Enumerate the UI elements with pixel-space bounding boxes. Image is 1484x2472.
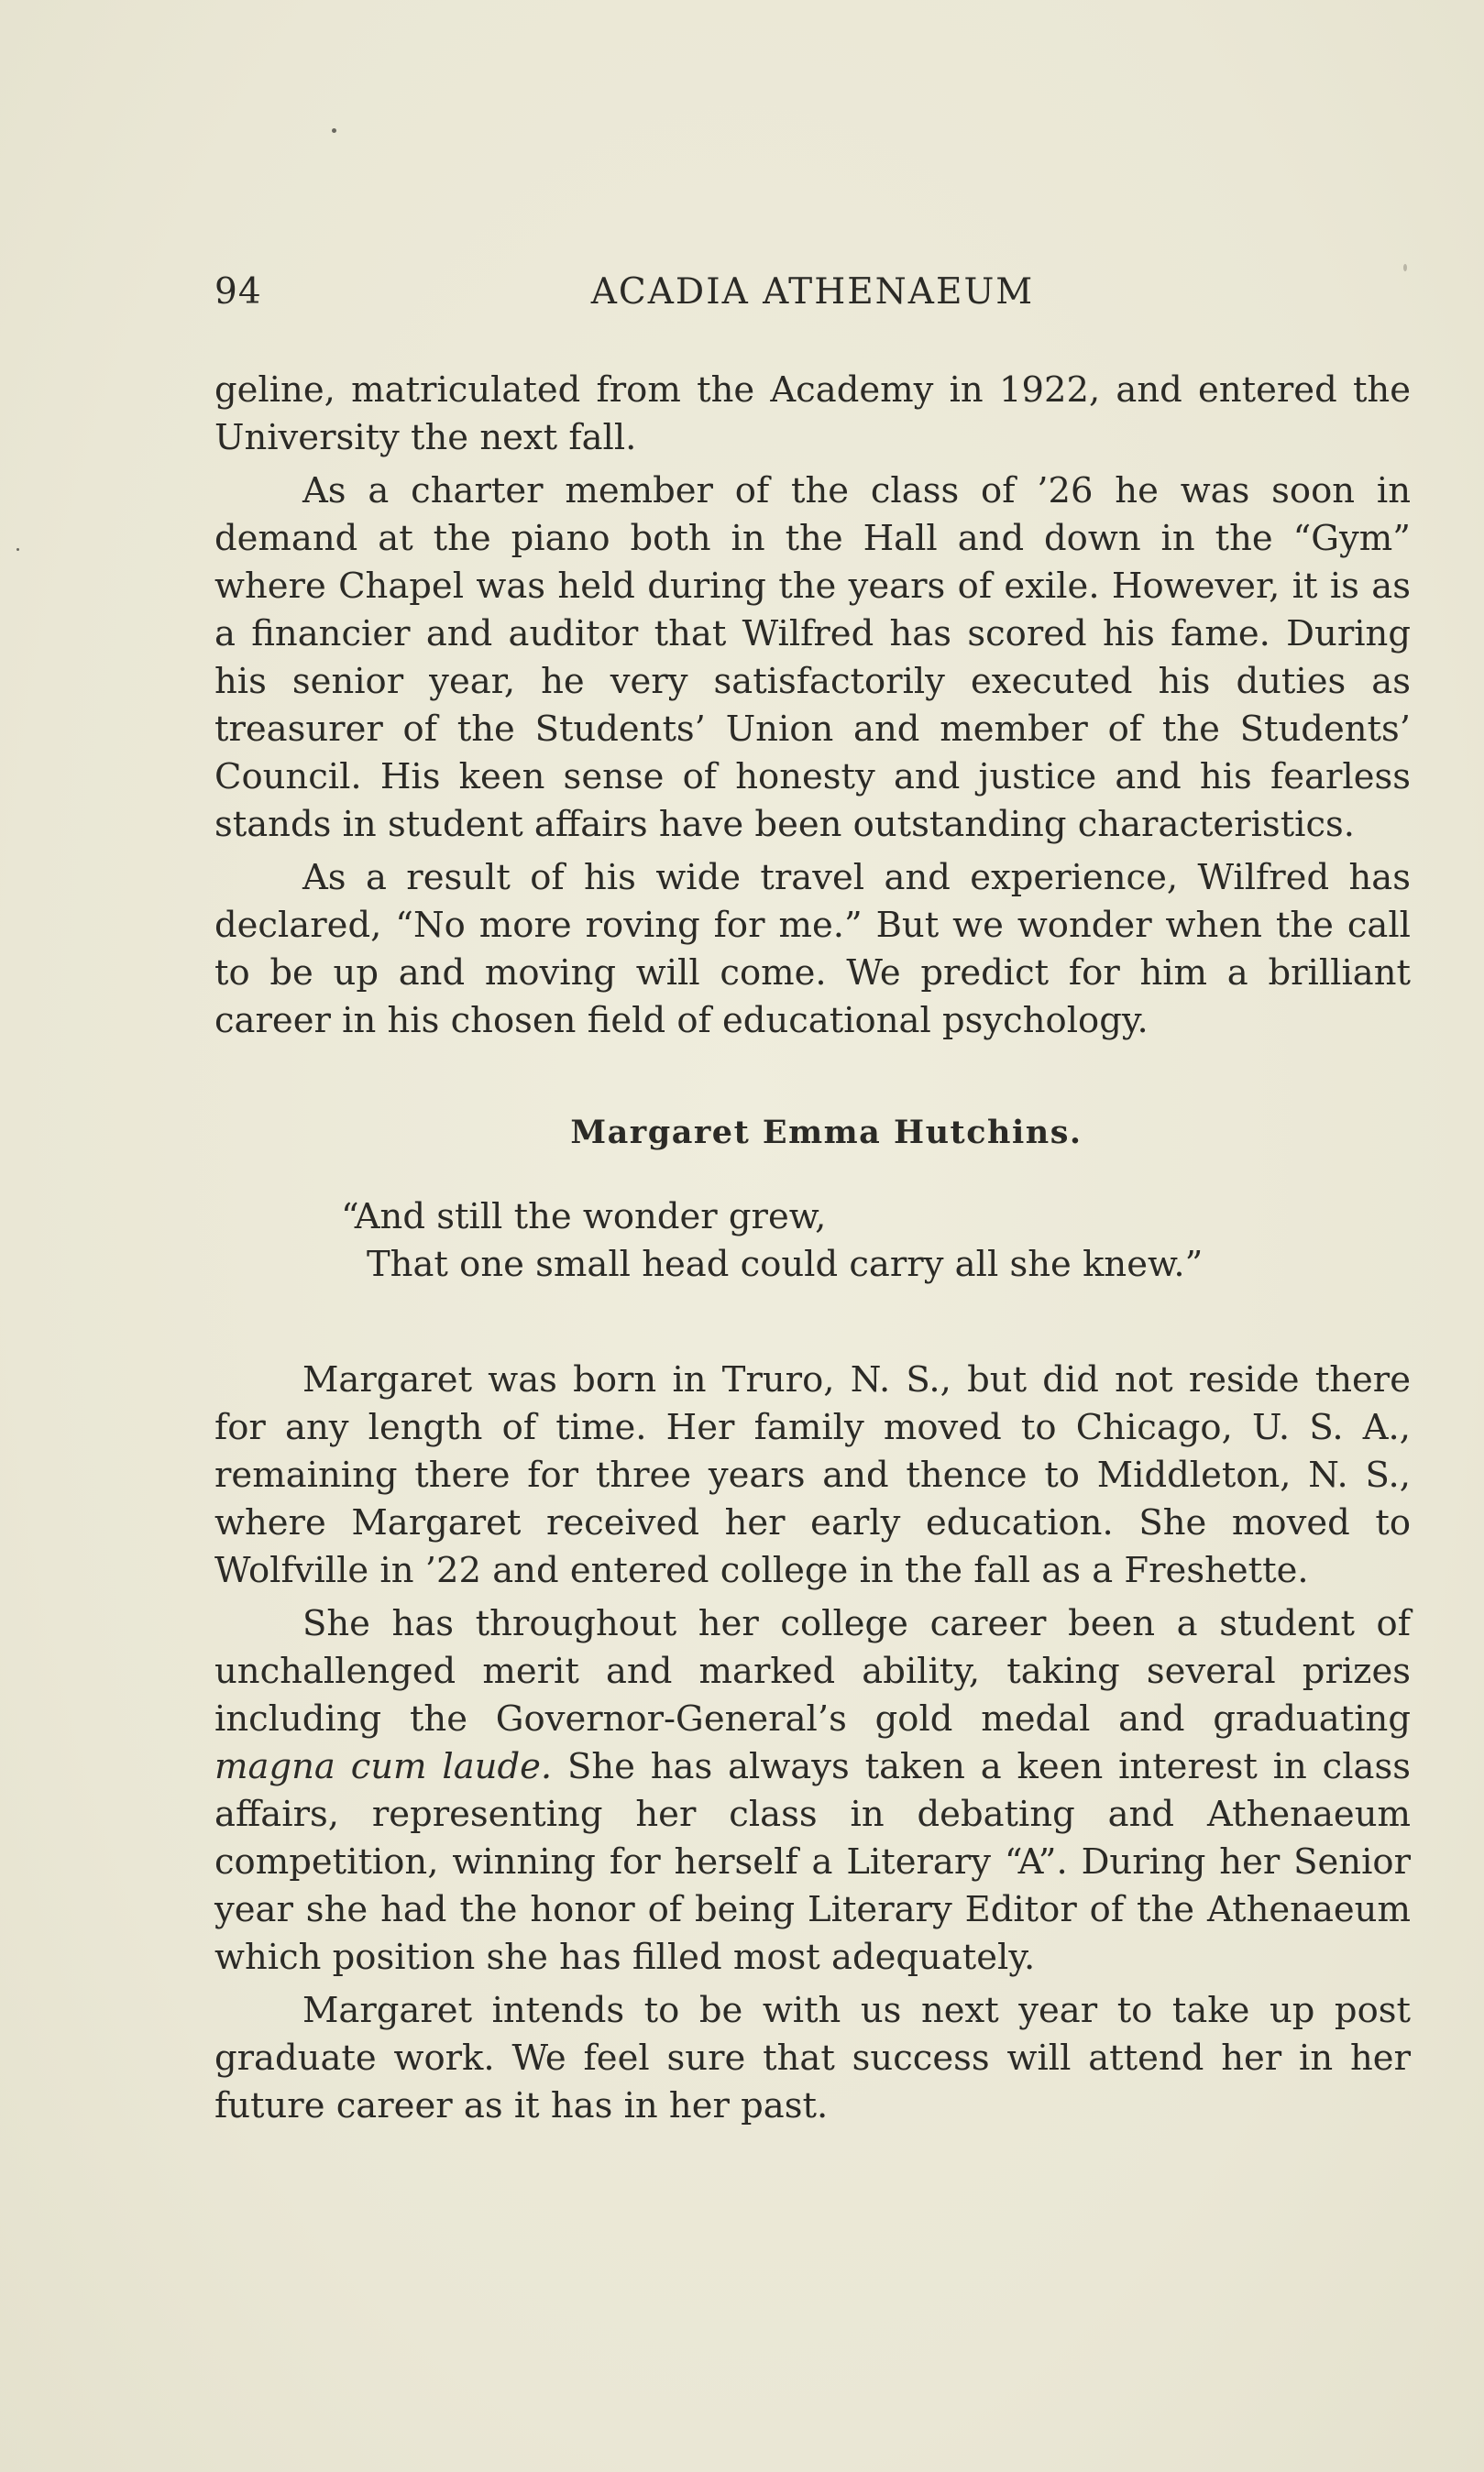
paper-speck (1403, 264, 1407, 271)
paragraph-college-career-end: She has always taken a keen interest in class affairs, representing her class in debating and Athenaeum competition, winning for herself a Literary “A”. During her Senior year she had the honor of being Literary Editor of the Athenaeum which position she has filled most adequately. (214, 1746, 1411, 1978)
paragraph-college-career (214, 1600, 1411, 1982)
paragraph-continued: geline, matriculated from the Academy in 1922, and entered the University the next fall. (214, 369, 1411, 458)
paragraph-college-career-start: She has throughout her college career been a student of unchallenged merit and marked ability, taking several prizes including the Governor-General’s gold medal and graduating (214, 1603, 1411, 1740)
page-header (214, 271, 1411, 326)
paragraph-post-graduate: Margaret intends to be with us next year to take up post graduate work. We feel sure that success will attend her in her future career as it has in her past. (214, 1990, 1411, 2126)
magna-cum-laude-phrase: magna cum laude. (214, 1746, 553, 1787)
epigraph-line-1: “And still the wonder grew, (341, 1196, 827, 1237)
body-text (214, 367, 1411, 2136)
epigraph-line-2: That one small head could carry all she knew.” (367, 1244, 1204, 1285)
epigraph (341, 1193, 1411, 1289)
section-heading: Margaret Emma Hutchins. (570, 1114, 1083, 1151)
paper-speck (332, 128, 336, 133)
paragraph-born-truro: Margaret was born in Truro, N. S., but did not reside there for any length of time. Her family moved to Chicago, U. S. A., remaining there for three years and thence to Middleton, N. S., where Margaret received her early education. She moved to Wolfville in ’22 and entered college in the fall as a Freshette. (214, 1359, 1411, 1591)
running-head: ACADIA ATHENAEUM (590, 271, 1035, 313)
paragraph-wide-travel: As a result of his wide travel and experience, Wilfred has declared, “No more roving for me.” But we wonder when the call to be up and moving will come. We predict for him a brilliant career in his chosen field of educational psychology. (214, 857, 1411, 1041)
paper-speck (16, 548, 19, 551)
page-number: 94 (214, 271, 262, 313)
paragraph-charter-member: As a charter member of the class of ’26 he was soon in demand at the piano both in the Hall and down in the “Gym” where Chapel was held during the years of exile. However, it is as a financier and auditor that Wilfred has scored his fame. During his senior year, he very satisfactorily executed his duties as treasurer of the Students’ Union and member of the Students’ Council. His keen sense of honesty and justice and his fearless stands in student affairs have been outstanding characteristics. (214, 470, 1411, 845)
